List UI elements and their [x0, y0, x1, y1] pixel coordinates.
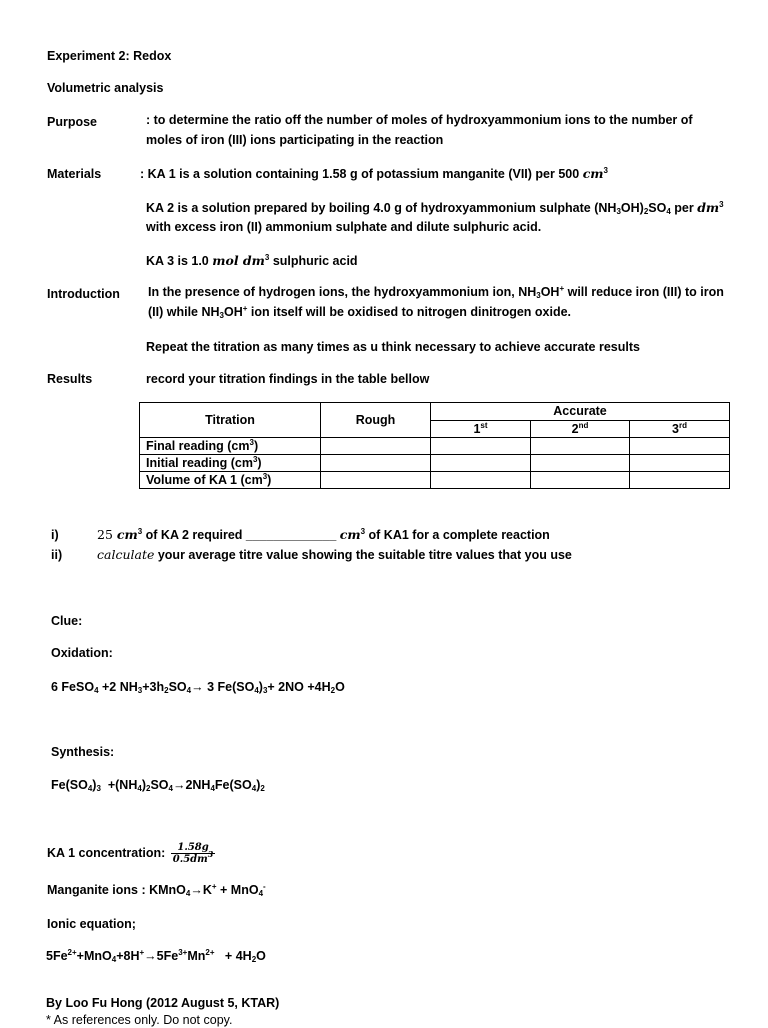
materials-label: Materials [47, 167, 102, 181]
table-row [140, 438, 730, 455]
question-2-number: ii) [51, 548, 63, 562]
ka2-text-d: per [670, 201, 698, 215]
row-label-sup: 3 [262, 472, 268, 481]
col-2-sup: nd [578, 420, 589, 430]
titration-table [139, 402, 730, 489]
intro-text-e: ion itself will be oxidised to nitrogen dinitrogen oxide. [247, 305, 572, 319]
materials-ka2-line1: KA 2 is a solution prepared by boiling 4.0 g of hydroxyammonium sulphate $(NH_3OH)_2SO_4$ per $dm^3$ [146, 200, 724, 216]
materials-ka2-line2: with excess iron (II) ammonium sulphate and dilute sulphuric acid. [146, 220, 542, 234]
page-subtitle: Volumetric analysis [47, 81, 164, 95]
ka3-text-a: KA 3 is 1.0 [146, 254, 213, 268]
row-label [140, 472, 321, 489]
intro-text-d: OH [223, 305, 243, 319]
ka2-text-a: KA 2 is a solution prepared by boiling 4.0 g of hydroxyammonium sulphate (NH [146, 201, 617, 215]
intro-text-a: In the presence of hydrogen ions, the hydroxyammonium ion, NH [148, 285, 537, 299]
conc-den-text: 0.5dm [172, 854, 208, 865]
row-label-sup: 3 [252, 455, 258, 464]
q1-text-a: 25 [97, 527, 117, 542]
cell-1st[interactable] [431, 438, 531, 455]
q2-text: your average titre value showing the suitable titre values that you use [154, 548, 572, 562]
table-row [140, 455, 730, 472]
oxidation-label: Oxidation: [51, 646, 113, 660]
col-1-sup: st [480, 420, 488, 430]
ka1-concentration [47, 842, 215, 865]
col-rough: Rough [321, 403, 431, 438]
col-accurate-1 [431, 420, 531, 438]
row-label-text: Initial reading (cm [146, 456, 253, 470]
col-3-sup: rd [678, 420, 687, 430]
ionic-equation-label: Ionic equation; [47, 917, 136, 931]
results-label: Results [47, 372, 93, 386]
conc-numerator: 1.58g [171, 842, 216, 854]
cell-rough[interactable] [321, 455, 431, 472]
row-label [140, 438, 321, 455]
conc-fraction [171, 842, 216, 865]
row-label-close: ) [267, 473, 272, 487]
col-accurate: Accurate [431, 403, 730, 421]
cell-2nd[interactable] [531, 455, 630, 472]
row-label-close: ) [257, 456, 262, 470]
ka3-text-b: sulphuric acid [269, 254, 358, 268]
cell-rough[interactable] [321, 438, 431, 455]
col-3-num: 3 [672, 421, 679, 436]
col-titration: Titration [140, 403, 321, 438]
ka3-unit: mol dm [212, 253, 265, 268]
q2-calc-word: calculate [97, 547, 155, 562]
row-label-text: Volume of KA 1 (cm [146, 473, 263, 487]
question-2 [97, 547, 572, 563]
ka1-text: : KA 1 is a solution containing 1.58 g of potassium manganite (VII) per 500 [140, 167, 580, 181]
row-label-sup: 3 [249, 438, 254, 447]
manganite-text-b: →K [190, 883, 212, 897]
row-label-close: ) [253, 439, 259, 453]
copy-note: * As references only. Do not copy. [46, 1013, 233, 1027]
question-1-number: i) [51, 528, 59, 542]
cell-1st[interactable] [431, 455, 531, 472]
ka2-text-c: SO [648, 201, 667, 215]
q1-text-b: of KA 2 required _____________ [142, 528, 340, 542]
materials-ka1: : KA 1 is a solution containing 1.58 g of potassium manganite (VII) per 500 $cm^3$ [140, 166, 608, 181]
clue-label: Clue: [51, 614, 83, 628]
row-label-text: Final reading (cm [146, 439, 250, 453]
q1-unit-2: cm [339, 527, 361, 542]
cell-3rd[interactable] [630, 455, 730, 472]
cell-3rd[interactable] [630, 438, 730, 455]
q1-text-c: of KA1 for a complete reaction [365, 528, 550, 542]
page-title: Experiment 2: Redox [47, 49, 172, 63]
ka1-unit: cm [582, 166, 604, 181]
manganite-text-c: + MnO [216, 883, 259, 897]
results-text: record your titration findings in the table bellow [146, 372, 430, 386]
conc-label: KA 1 concentration: [47, 845, 169, 860]
ka2-text-b: OH) [620, 201, 644, 215]
intro-text-c: will reduce iron (III) to iron (II) while NH [148, 285, 724, 319]
cell-3rd[interactable] [630, 472, 730, 489]
purpose-label: Purpose [47, 115, 98, 129]
oxidation-equation: 6 FeSO$_4$ +2 $NH_3+3h_2SO_4\to 3$ $Fe(SO_4)_3+ 2NO +4H_2O$ [51, 680, 345, 695]
cell-rough[interactable] [321, 472, 431, 489]
row-label [140, 455, 321, 472]
col-2-num: 2 [571, 421, 579, 436]
purpose-text: : to determine the ratio off the number of moles of hydroxyammonium ions to the number of moles of iron (III) ions participating in the reaction [146, 113, 693, 147]
cell-1st[interactable] [431, 472, 531, 489]
introduction-text: In the presence of hydrogen ions, the hydroxyammonium ion, $NH_3OH^+$ will reduce iron (III) to iron (II) while $NH_3OH^+$ ion itself will be oxidised to nitrogen dinitrogen oxide. [148, 284, 724, 320]
q1-unit: cm [116, 527, 138, 542]
question-1: 25 $cm^3$ of KA 2 required _____________ $cm^3$ of KA1 for a complete reaction [97, 527, 550, 542]
synthesis-label: Synthesis: [51, 745, 115, 759]
ka2-unit: dm [697, 200, 720, 215]
cell-2nd[interactable] [531, 438, 630, 455]
intro-text-b: OH [540, 285, 560, 299]
col-1-num: 1 [473, 421, 481, 436]
author-credit: By Loo Fu Hong (2012 August 5, KTAR) [46, 996, 280, 1010]
manganite-ions: Manganite ions : KMnO$_4$→K+ + MnO$_4$- [47, 882, 266, 898]
introduction-repeat: Repeat the titration as many times as u think necessary to achieve accurate results [146, 340, 640, 354]
conc-denominator: $0.5dm^3$ [172, 849, 214, 865]
table-row [140, 472, 730, 489]
col-accurate-3 [630, 420, 730, 438]
cell-2nd[interactable] [531, 472, 630, 489]
synthesis-equation: $Fe(SO_4)_3 +(NH_4)_2SO_4\to 2NH_4Fe(SO_4)_2$ [51, 778, 265, 793]
ionic-equation: $5Fe^{2+}+MnO_4+8H^+\to 5Fe^{3+}Mn^{2+} + 4H_2O$ [46, 948, 266, 964]
manganite-text-a: Manganite ions : KMnO [47, 883, 186, 897]
introduction-label: Introduction [47, 287, 120, 301]
materials-ka3: KA 3 is 1.0 mol $dm^3$ sulphuric acid [146, 253, 358, 268]
col-accurate-2 [531, 420, 630, 438]
